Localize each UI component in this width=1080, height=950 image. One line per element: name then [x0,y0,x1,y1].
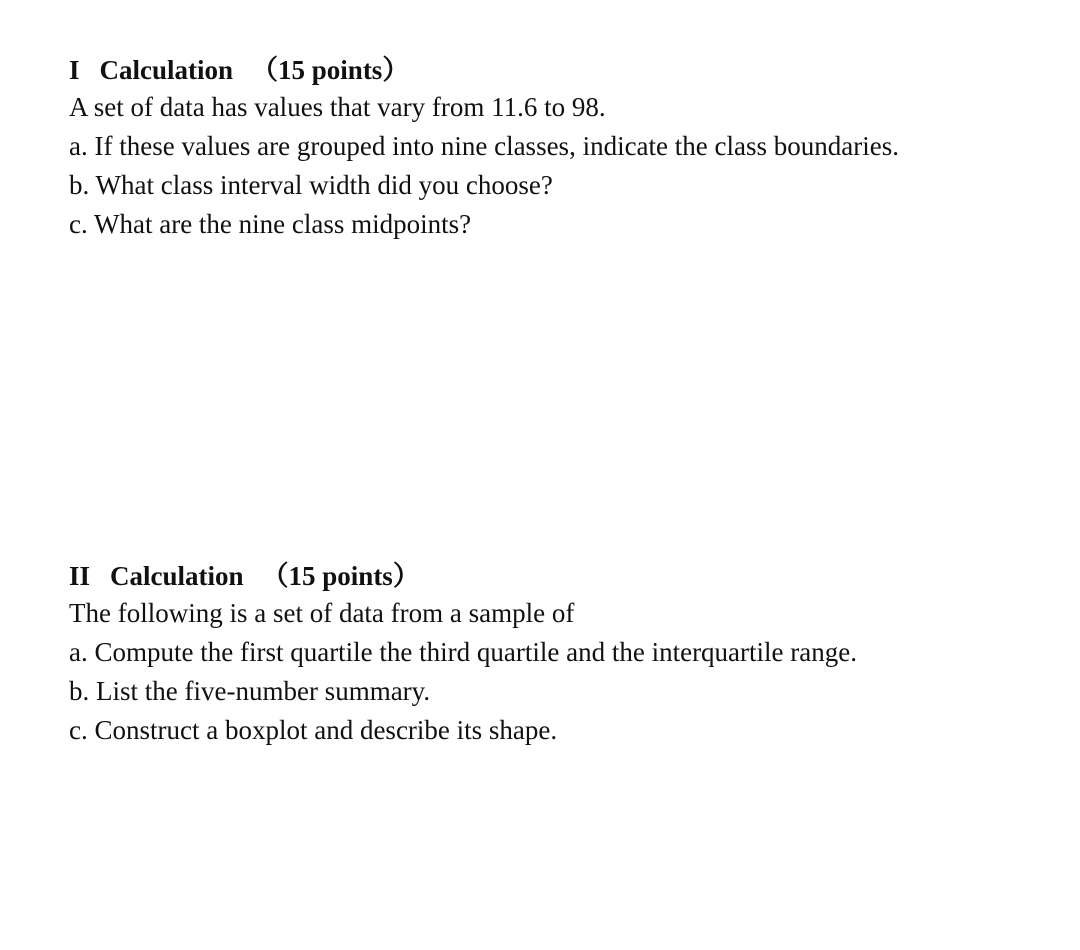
section-points: （15 points） [261,561,420,591]
section-heading [69,558,1059,594]
question-part-c: c. Construct a boxplot and describe its shape. [69,715,558,745]
section-heading [69,52,1059,88]
section-title: Calculation [99,55,234,85]
section-numeral: I [69,55,80,85]
question-part-a: a. Compute the first quartile the third quartile and the interquartile range. [69,637,857,667]
section-numeral: II [69,561,91,591]
question-section-1 [69,52,1059,244]
question-section-2 [69,558,1059,750]
question-part-b: b. List the five-number summary. [69,676,431,706]
question-part-a: a. If these values are grouped into nine classes, indicate the class boundaries. [69,131,899,161]
question-part-c: c. What are the nine class midpoints? [69,209,472,239]
question-intro: A set of data has values that vary from 11.6 to 98. [69,92,606,122]
question-part-b: b. What class interval width did you choose? [69,170,553,200]
section-title: Calculation [110,561,244,591]
section-points: （15 points） [251,55,410,85]
question-intro: The following is a set of data from a sample of [69,598,575,628]
